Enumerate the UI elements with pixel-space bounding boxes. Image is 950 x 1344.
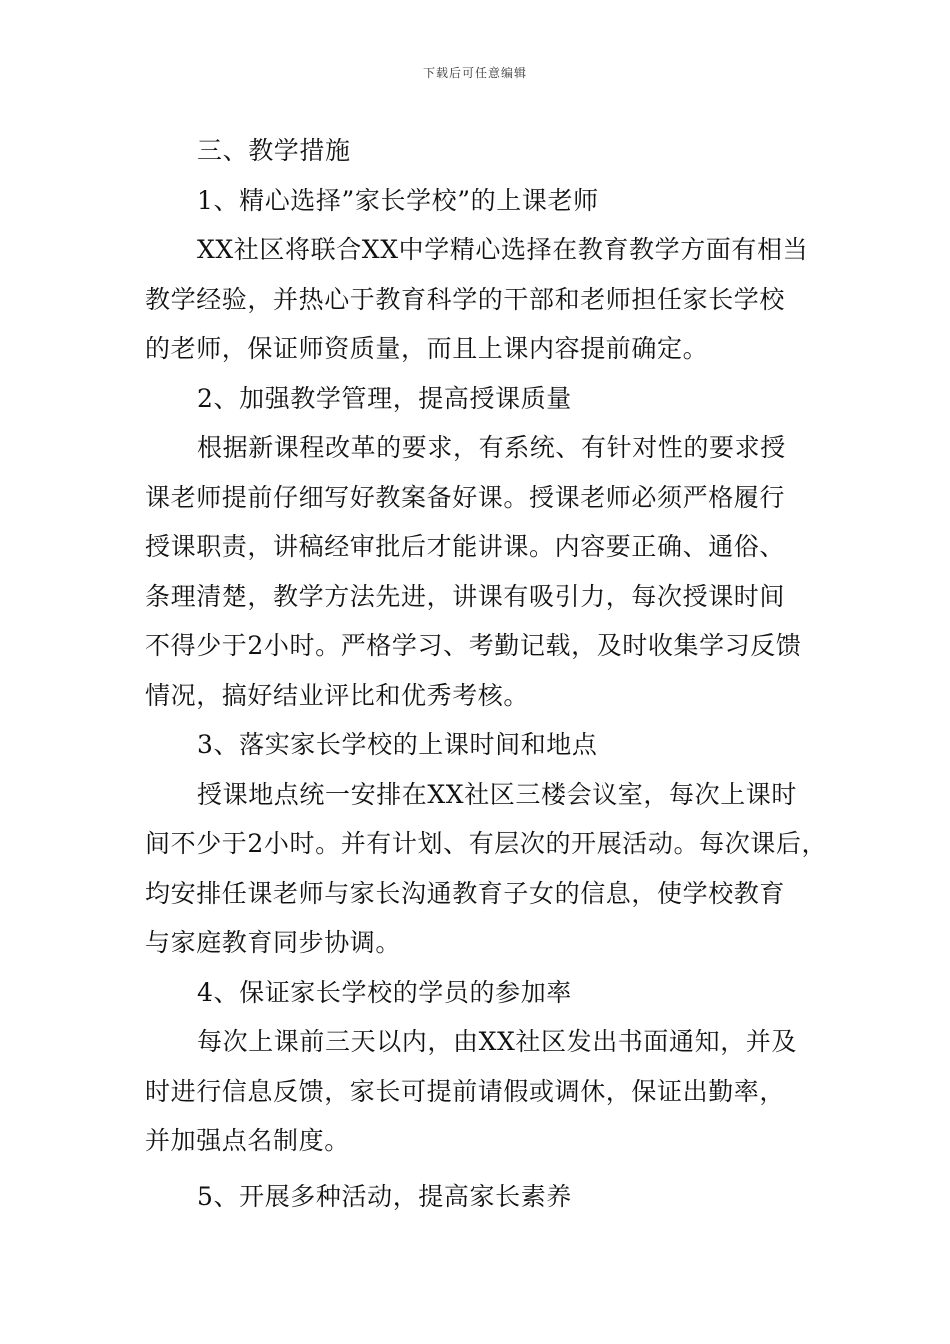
section-heading: 三、教学措施 [197,136,351,165]
subheading-5: 5、开展多种活动，提高家长素养 [197,1181,572,1211]
paragraph-3-line-1: 授课地点统一安排在XX社区三楼会议室，每次上课时 [197,779,797,809]
paragraph-3-line-3: 均安排任课老师与家长沟通教育子女的信息，使学校教育 [145,878,786,908]
paragraph-2-line-4: 条理清楚，教学方法先进，讲课有吸引力，每次授课时间 [145,581,786,611]
paragraph-2-line-5: 不得少于2小时。严格学习、考勤记载，及时收集学习反馈 [145,631,802,660]
paragraph-1-line-3: 的老师，保证师资质量，而且上课内容提前确定。 [145,334,709,363]
subheading-4: 4、保证家长学校的学员的参加率 [197,977,572,1007]
paragraph-3-line-4: 与家庭教育同步协调。 [145,928,402,957]
paragraph-4-line-2: 时进行信息反馈，家长可提前请假或调休，保证出勤率， [145,1076,786,1106]
paragraph-2-line-1: 根据新课程改革的要求，有系统、有针对性的要求授 [197,433,786,462]
document-body [145,126,828,1221]
paragraph-1-line-2: 教学经验，并热心于教育科学的干部和老师担任家长学校 [145,284,786,314]
paragraph-1-line-1: XX社区将联合XX中学精心选择在教育教学方面有相当 [197,235,809,264]
paragraph-2-line-6: 情况，搞好结业评比和优秀考核。 [145,680,530,710]
subheading-3: 3、落实家长学校的上课时间和地点 [197,730,598,759]
subheading-2: 2、加强教学管理，提高授课质量 [197,383,572,413]
paragraph-2-line-3: 授课职责，讲稿经审批后才能讲课。内容要正确、通俗、 [145,532,786,561]
paragraph-2-line-2: 课老师提前仔细写好教案备好课。授课老师必须严格履行 [145,482,786,512]
paragraph-3-line-2: 间不少于2小时。并有计划、有层次的开展活动。每次课后， [145,829,828,858]
paragraph-4-line-1: 每次上课前三天以内，由XX社区发出书面通知，并及 [197,1027,797,1056]
paragraph-4-line-3: 并加强点名制度。 [145,1126,350,1155]
subheading-1: 1、精心选择”家长学校”的上课老师 [197,185,599,215]
page-header-note: 下载后可任意编辑 [422,66,527,80]
